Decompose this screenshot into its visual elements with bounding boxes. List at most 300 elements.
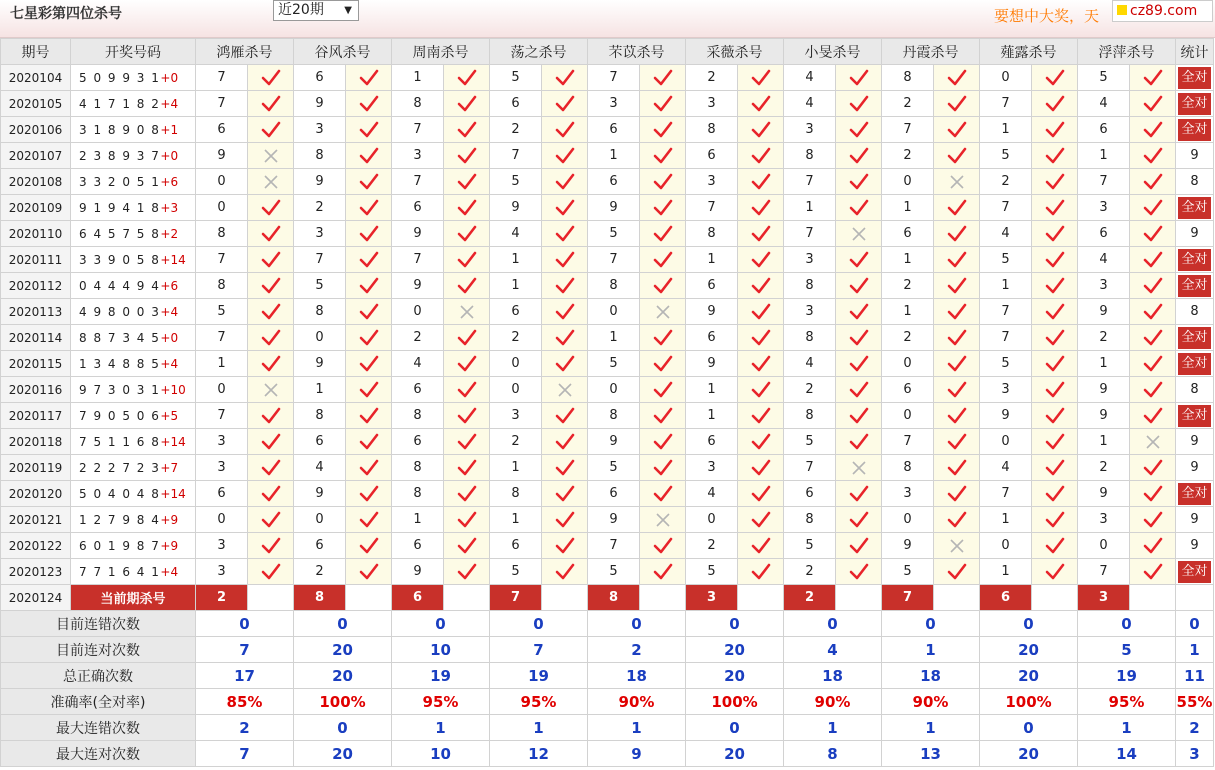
check-icon [738, 91, 784, 117]
check-icon [738, 533, 784, 559]
kill-number-cell: 7 [196, 65, 248, 91]
check-icon [738, 117, 784, 143]
kill-number-cell: 4 [686, 481, 738, 507]
check-icon [836, 507, 882, 533]
check-icon [542, 455, 588, 481]
kill-number-cell: 3 [196, 559, 248, 585]
draw-sum: +14 [160, 434, 186, 449]
current-kill-blank [738, 585, 784, 611]
stat-cell [1176, 195, 1214, 221]
all-correct-badge: 全对 [1178, 405, 1211, 427]
draw-sum: +0 [160, 148, 179, 163]
check-icon [542, 325, 588, 351]
check-icon [444, 429, 490, 455]
logo-text: cz89.com [1130, 3, 1198, 19]
check-icon [542, 247, 588, 273]
cross-icon [836, 221, 882, 247]
kill-number-cell: 7 [588, 65, 640, 91]
check-icon [248, 507, 294, 533]
kill-number-cell: 2 [882, 273, 934, 299]
kill-number-cell: 1 [490, 507, 542, 533]
check-icon [640, 559, 686, 585]
summary-value: 20 [980, 637, 1078, 663]
col-header-expert[interactable]: 丹霞杀号 [882, 39, 980, 65]
check-icon [1032, 143, 1078, 169]
kill-number-cell: 6 [490, 533, 542, 559]
kill-number-cell: 9 [882, 533, 934, 559]
kill-number-cell: 8 [784, 403, 836, 429]
check-icon [248, 403, 294, 429]
summary-value: 5 [1078, 637, 1176, 663]
table-row [1, 65, 1214, 91]
kill-number-cell: 3 [392, 143, 444, 169]
check-icon [738, 65, 784, 91]
check-icon [640, 325, 686, 351]
check-icon [738, 325, 784, 351]
check-icon [738, 169, 784, 195]
site-logo[interactable] [1112, 0, 1213, 22]
check-icon [934, 117, 980, 143]
kill-number-table [0, 38, 1214, 767]
kill-number-cell: 6 [1078, 117, 1130, 143]
kill-number-cell: 6 [588, 169, 640, 195]
check-icon [444, 325, 490, 351]
check-icon [248, 117, 294, 143]
summary-value: 20 [686, 741, 784, 767]
kill-number-cell: 5 [196, 299, 248, 325]
kill-number-cell: 0 [882, 169, 934, 195]
kill-number-cell: 8 [882, 65, 934, 91]
kill-number-cell: 3 [1078, 195, 1130, 221]
summary-value: 20 [686, 637, 784, 663]
correct-count: 8 [1190, 304, 1199, 319]
check-icon [640, 221, 686, 247]
summary-value: 1 [392, 715, 490, 741]
check-icon [444, 455, 490, 481]
summary-value: 2 [588, 637, 686, 663]
all-correct-badge: 全对 [1178, 67, 1211, 89]
kill-number-cell: 8 [392, 91, 444, 117]
check-icon [836, 481, 882, 507]
summary-value: 17 [196, 663, 294, 689]
kill-number-cell: 0 [392, 299, 444, 325]
draw-cell [71, 117, 196, 143]
table-row [1, 351, 1214, 377]
check-icon [836, 117, 882, 143]
check-icon [542, 559, 588, 585]
summary-stat-value: 55% [1176, 689, 1214, 715]
draw-sum: +9 [160, 538, 179, 553]
check-icon [836, 273, 882, 299]
check-icon [1130, 221, 1176, 247]
check-icon [640, 351, 686, 377]
kill-number-cell: 3 [784, 117, 836, 143]
check-icon [934, 299, 980, 325]
check-icon [934, 247, 980, 273]
kill-number-cell: 1 [882, 247, 934, 273]
draw-cell [71, 455, 196, 481]
check-icon [346, 507, 392, 533]
check-icon [738, 247, 784, 273]
table-row [1, 559, 1214, 585]
summary-value: 1 [882, 715, 980, 741]
all-correct-badge: 全对 [1178, 197, 1211, 219]
cross-icon [542, 377, 588, 403]
kill-number-cell: 0 [1078, 533, 1130, 559]
check-icon [444, 143, 490, 169]
kill-number-cell: 6 [294, 429, 346, 455]
kill-number-cell: 1 [490, 273, 542, 299]
check-icon [542, 273, 588, 299]
kill-number-cell: 2 [1078, 455, 1130, 481]
check-icon [346, 65, 392, 91]
check-icon [248, 221, 294, 247]
kill-number-cell: 8 [784, 507, 836, 533]
check-icon [640, 195, 686, 221]
kill-number-cell: 5 [1078, 65, 1130, 91]
kill-number-cell: 9 [392, 273, 444, 299]
check-icon [1130, 481, 1176, 507]
check-icon [444, 481, 490, 507]
all-correct-badge: 全对 [1178, 93, 1211, 115]
check-icon [542, 507, 588, 533]
check-icon [836, 403, 882, 429]
kill-number-cell: 9 [1078, 403, 1130, 429]
kill-number-cell: 3 [294, 117, 346, 143]
draw-cell [71, 325, 196, 351]
check-icon [248, 481, 294, 507]
col-header-period[interactable]: 期号 [1, 39, 71, 65]
kill-number-cell: 1 [882, 195, 934, 221]
check-icon [1130, 91, 1176, 117]
check-icon [248, 273, 294, 299]
check-icon [1130, 377, 1176, 403]
cross-icon [1130, 429, 1176, 455]
kill-number-cell: 9 [490, 195, 542, 221]
check-icon [542, 533, 588, 559]
check-icon [542, 429, 588, 455]
draw-digits: 1 2 7 9 8 4 [79, 512, 161, 527]
kill-number-cell: 6 [588, 481, 640, 507]
kill-number-cell: 8 [294, 143, 346, 169]
check-icon [1032, 325, 1078, 351]
summary-value: 1 [1078, 715, 1176, 741]
period-cell: 2020119 [1, 455, 71, 481]
kill-number-cell: 7 [196, 91, 248, 117]
kill-number-cell: 0 [686, 507, 738, 533]
kill-number-cell: 8 [686, 221, 738, 247]
check-icon [346, 195, 392, 221]
check-icon [1032, 377, 1078, 403]
draw-sum: +9 [160, 512, 179, 527]
kill-number-cell: 2 [686, 533, 738, 559]
check-icon [738, 351, 784, 377]
kill-number-cell: 7 [1078, 169, 1130, 195]
cross-icon [934, 533, 980, 559]
kill-number-cell: 0 [196, 169, 248, 195]
kill-number-cell: 9 [588, 195, 640, 221]
kill-number-cell: 9 [588, 507, 640, 533]
kill-number-cell: 8 [196, 273, 248, 299]
draw-cell [71, 481, 196, 507]
draw-sum: +4 [160, 304, 179, 319]
summary-value: 95% [392, 689, 490, 715]
check-icon [346, 91, 392, 117]
check-icon [1130, 403, 1176, 429]
current-kill-label: 当前期杀号 [71, 585, 196, 611]
correct-count: 9 [1190, 512, 1199, 527]
check-icon [738, 377, 784, 403]
check-icon [1032, 429, 1078, 455]
cross-icon [248, 377, 294, 403]
col-header-expert[interactable]: 小旻杀号 [784, 39, 882, 65]
kill-number-cell: 0 [980, 429, 1032, 455]
check-icon [542, 403, 588, 429]
check-icon [640, 169, 686, 195]
kill-number-cell: 0 [588, 299, 640, 325]
col-header-expert[interactable]: 鸿雁杀号 [196, 39, 294, 65]
kill-number-cell: 1 [882, 299, 934, 325]
kill-number-cell: 7 [784, 455, 836, 481]
check-icon [1032, 299, 1078, 325]
check-icon [934, 195, 980, 221]
summary-value: 90% [784, 689, 882, 715]
draw-sum: +4 [160, 356, 179, 371]
kill-number-cell: 0 [294, 507, 346, 533]
summary-value: 20 [294, 663, 392, 689]
kill-number-cell: 7 [686, 195, 738, 221]
col-header-expert[interactable]: 浮萍杀号 [1078, 39, 1176, 65]
draw-sum: +5 [160, 408, 179, 423]
check-icon [444, 195, 490, 221]
kill-number-cell: 6 [392, 533, 444, 559]
col-header-stat[interactable]: 统计 [1176, 39, 1214, 65]
check-icon [738, 429, 784, 455]
check-icon [248, 351, 294, 377]
cross-icon [640, 507, 686, 533]
kill-number-cell: 2 [686, 65, 738, 91]
check-icon [346, 481, 392, 507]
draw-digits: 5 0 4 0 4 8 [79, 486, 161, 501]
draw-cell [71, 507, 196, 533]
summary-value: 0 [784, 611, 882, 637]
col-header-expert[interactable]: 荡之杀号 [490, 39, 588, 65]
check-icon [346, 377, 392, 403]
check-icon [444, 377, 490, 403]
col-header-expert[interactable]: 采薇杀号 [686, 39, 784, 65]
col-header-expert[interactable]: 谷风杀号 [294, 39, 392, 65]
summary-value: 12 [490, 741, 588, 767]
stat-cell [1176, 377, 1214, 403]
kill-number-cell: 2 [980, 169, 1032, 195]
correct-count: 9 [1190, 226, 1199, 241]
summary-value: 85% [196, 689, 294, 715]
check-icon [738, 195, 784, 221]
check-icon [934, 481, 980, 507]
check-icon [542, 65, 588, 91]
check-icon [542, 143, 588, 169]
table-row [1, 533, 1214, 559]
draw-digits: 7 7 1 6 4 1 [79, 564, 161, 579]
summary-value: 1 [784, 715, 882, 741]
col-header-expert[interactable]: 薤露杀号 [980, 39, 1078, 65]
table-row [1, 455, 1214, 481]
kill-number-cell: 2 [784, 559, 836, 585]
kill-number-cell: 9 [392, 559, 444, 585]
check-icon [346, 429, 392, 455]
kill-number-cell: 3 [784, 299, 836, 325]
draw-digits: 0 4 4 4 9 4 [79, 278, 161, 293]
check-icon [444, 117, 490, 143]
check-icon [346, 247, 392, 273]
period-select-value: 近20期 [278, 2, 324, 18]
col-header-expert[interactable]: 芣苡杀号 [588, 39, 686, 65]
check-icon [1032, 117, 1078, 143]
summary-value: 1 [588, 715, 686, 741]
summary-label: 最大连对次数 [1, 741, 196, 767]
kill-number-cell: 6 [882, 221, 934, 247]
period-cell: 2020116 [1, 377, 71, 403]
check-icon [934, 143, 980, 169]
stat-cell [1176, 559, 1214, 585]
kill-number-cell: 8 [392, 403, 444, 429]
kill-number-cell: 1 [1078, 429, 1130, 455]
kill-number-cell: 7 [882, 117, 934, 143]
period-cell: 2020111 [1, 247, 71, 273]
kill-number-cell: 1 [980, 273, 1032, 299]
kill-number-cell: 5 [784, 533, 836, 559]
check-icon [248, 559, 294, 585]
summary-value: 0 [588, 611, 686, 637]
check-icon [346, 533, 392, 559]
kill-number-cell: 7 [588, 533, 640, 559]
kill-number-cell: 3 [686, 169, 738, 195]
marquee-text: 要想中大奖，天 [994, 7, 1100, 25]
summary-value: 0 [980, 715, 1078, 741]
period-cell: 2020115 [1, 351, 71, 377]
kill-number-cell: 6 [294, 65, 346, 91]
all-correct-badge: 全对 [1178, 119, 1211, 141]
check-icon [934, 429, 980, 455]
kill-number-cell: 9 [1078, 377, 1130, 403]
draw-cell [71, 377, 196, 403]
kill-number-cell: 7 [294, 247, 346, 273]
cross-icon [248, 169, 294, 195]
stat-cell [1176, 91, 1214, 117]
stat-cell [1176, 273, 1214, 299]
kill-number-cell: 9 [392, 221, 444, 247]
check-icon [836, 351, 882, 377]
summary-value: 10 [392, 741, 490, 767]
check-icon [934, 377, 980, 403]
kill-number-cell: 7 [980, 325, 1032, 351]
draw-digits: 4 1 7 1 8 2 [79, 96, 161, 111]
check-icon [248, 65, 294, 91]
current-period-cell: 2020124 [1, 585, 71, 611]
kill-number-cell: 3 [294, 221, 346, 247]
all-correct-badge: 全对 [1178, 249, 1211, 271]
draw-cell [71, 403, 196, 429]
check-icon [1032, 91, 1078, 117]
kill-number-cell: 8 [784, 143, 836, 169]
kill-number-cell: 2 [490, 429, 542, 455]
current-kill-blank [1130, 585, 1176, 611]
check-icon [1130, 559, 1176, 585]
draw-cell [71, 143, 196, 169]
check-icon [738, 455, 784, 481]
check-icon [640, 273, 686, 299]
table-row [1, 247, 1214, 273]
kill-number-cell: 7 [392, 247, 444, 273]
kill-number-cell: 1 [588, 325, 640, 351]
check-icon [836, 91, 882, 117]
draw-sum: +6 [160, 174, 179, 189]
summary-value: 0 [686, 611, 784, 637]
current-kill-number: 8 [588, 585, 640, 611]
summary-row [1, 637, 1214, 663]
kill-number-cell: 9 [686, 299, 738, 325]
kill-number-cell: 8 [392, 481, 444, 507]
check-icon [444, 247, 490, 273]
col-header-expert[interactable]: 周南杀号 [392, 39, 490, 65]
check-icon [1130, 195, 1176, 221]
table-row [1, 143, 1214, 169]
check-icon [1032, 273, 1078, 299]
kill-number-cell: 7 [196, 403, 248, 429]
draw-cell [71, 533, 196, 559]
correct-count: 8 [1190, 174, 1199, 189]
summary-value: 7 [196, 637, 294, 663]
summary-row [1, 689, 1214, 715]
period-cell: 2020105 [1, 91, 71, 117]
kill-number-cell: 8 [686, 117, 738, 143]
check-icon [934, 455, 980, 481]
check-icon [1130, 143, 1176, 169]
table-row [1, 91, 1214, 117]
kill-number-cell: 7 [784, 221, 836, 247]
period-cell: 2020121 [1, 507, 71, 533]
check-icon [346, 299, 392, 325]
check-icon [738, 273, 784, 299]
period-cell: 2020120 [1, 481, 71, 507]
kill-number-cell: 9 [294, 169, 346, 195]
summary-value: 0 [392, 611, 490, 637]
check-icon [1032, 169, 1078, 195]
check-icon [1032, 221, 1078, 247]
draw-sum: +10 [160, 382, 186, 397]
check-icon [640, 143, 686, 169]
table-row [1, 377, 1214, 403]
check-icon [1032, 403, 1078, 429]
summary-label: 目前连错次数 [1, 611, 196, 637]
kill-number-cell: 1 [490, 247, 542, 273]
draw-cell [71, 351, 196, 377]
check-icon [444, 91, 490, 117]
check-icon [542, 481, 588, 507]
kill-number-cell: 5 [882, 559, 934, 585]
check-icon [1032, 195, 1078, 221]
draw-cell [71, 559, 196, 585]
summary-value: 0 [294, 715, 392, 741]
draw-sum: +1 [160, 122, 179, 137]
col-header-draw[interactable]: 开奖号码 [71, 39, 196, 65]
period-select[interactable] [273, 0, 359, 21]
kill-number-cell: 9 [1078, 299, 1130, 325]
check-icon [934, 273, 980, 299]
kill-number-cell: 7 [980, 299, 1032, 325]
kill-number-cell: 2 [392, 325, 444, 351]
kill-number-cell: 6 [686, 273, 738, 299]
